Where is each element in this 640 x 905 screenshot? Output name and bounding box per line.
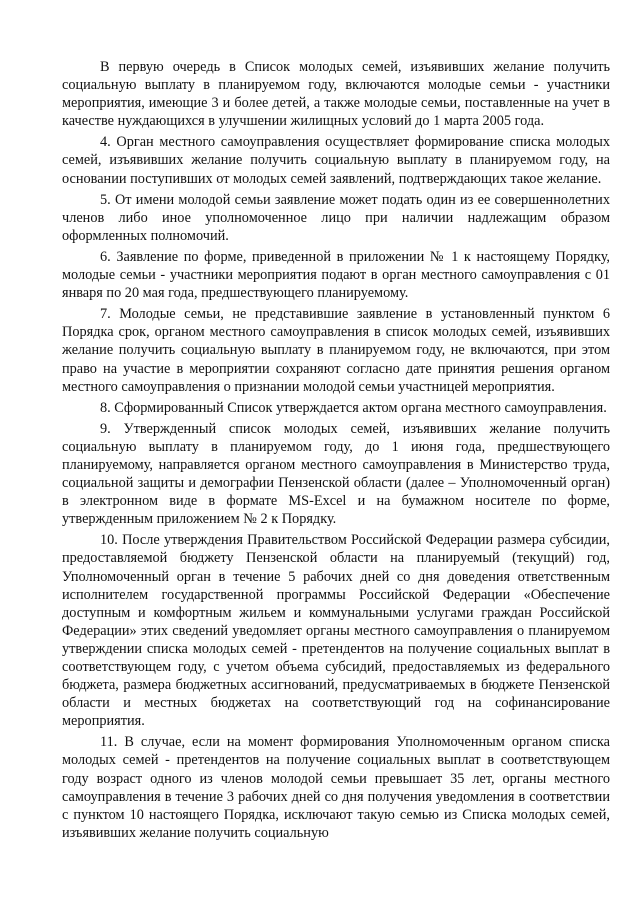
paragraph-4: 4. Орган местного самоуправления осуществляет формирование списка молодых семей, изъявивших желание получить социальную выплату в планируемом году, на основании поступивших от молодых семей заявлений, подтверждающих такое желание. (62, 134, 610, 187)
document-page (62, 58, 610, 845)
paragraph-7: 7. Молодые семьи, не представившие заявление в установленный пунктом 6 Порядка срок, органом местного самоуправления в список молодых семей, изъявивших желание получить социальную выплату в планируемом году, не включаются, при этом право на участие в мероприятии сохраняют согласно дате принятия решения органом местного самоуправления о признании молодой семьи участницей мероприятия. (62, 306, 610, 395)
paragraph-priority: В первую очередь в Список молодых семей, изъявивших желание получить социальную выплату в планируемом году, включаются молодые семьи - участники мероприятия, имеющие 3 и более детей, а также молодые семьи, поставленные на учет в качестве нуждающихся в улучшении жилищных условий до 1 марта 2005 года. (62, 59, 610, 130)
paragraph-10: 10. После утверждения Правительством Российской Федерации размера субсидии, предоставляемой бюджету Пензенской области на планируемый (текущий) год, Уполномоченный орган в течение 5 рабочих дней со дня доведения ответственным исполнителем государственной программы Российской Федерации «Обеспечение доступным и комфортным жильем и коммунальными услугами граждан Российской Федерации» этих сведений уведомляет органы местного самоуправления о планируемом утверждении списка молодых семей - претендентов на получение социальных выплат в соответствующем году, с учетом объема субсидий, предоставляемых из федерального бюджета, размера бюджетных ассигнований, предусматриваемых в бюджете Пензенской области и местных бюджетах на соответствующий год на софинансирование мероприятия. (62, 532, 610, 730)
paragraph-9: 9. Утвержденный список молодых семей, изъявивших желание получить социальную выплату в планируемом году, до 1 июня года, предшествующего планируемому, направляется органом местного самоуправления в Министерство труда, социальной защиты и демографии Пензенской области (далее – Уполномоченный орган) в электронном виде в формате MS-Excel и на бумажном носителе по форме, утвержденным приложением № 2 к Порядку. (62, 420, 610, 528)
paragraph-6: 6. Заявление по форме, приведенной в приложении № 1 к настоящему Порядку, молодые семьи - участники мероприятия подают в орган местного самоуправления с 01 января по 20 мая года, предшествующего планируемому. (62, 248, 610, 302)
paragraph-5: 5. От имени молодой семьи заявление может подать один из ее совершеннолетних членов либо иное уполномоченное лицо при наличии надлежащим образом оформленных полномочий. (62, 191, 610, 244)
paragraph-11: 11. В случае, если на момент формирования Уполномоченным органом списка молодых семей - претендентов на получение социальных выплат в соответствующем году возраст одного из членов молодой семьи превышает 35 лет, органы местного самоуправления в течение 3 рабочих дней со дня получения уведомления в соответствии с пунктом 10 настоящего Порядка, исключают такую семью из Списка молодых семей, изъявивших желание получить социальную (62, 734, 610, 841)
paragraph-8: 8. Сформированный Список утверждается актом органа местного самоуправления. (100, 399, 607, 416)
